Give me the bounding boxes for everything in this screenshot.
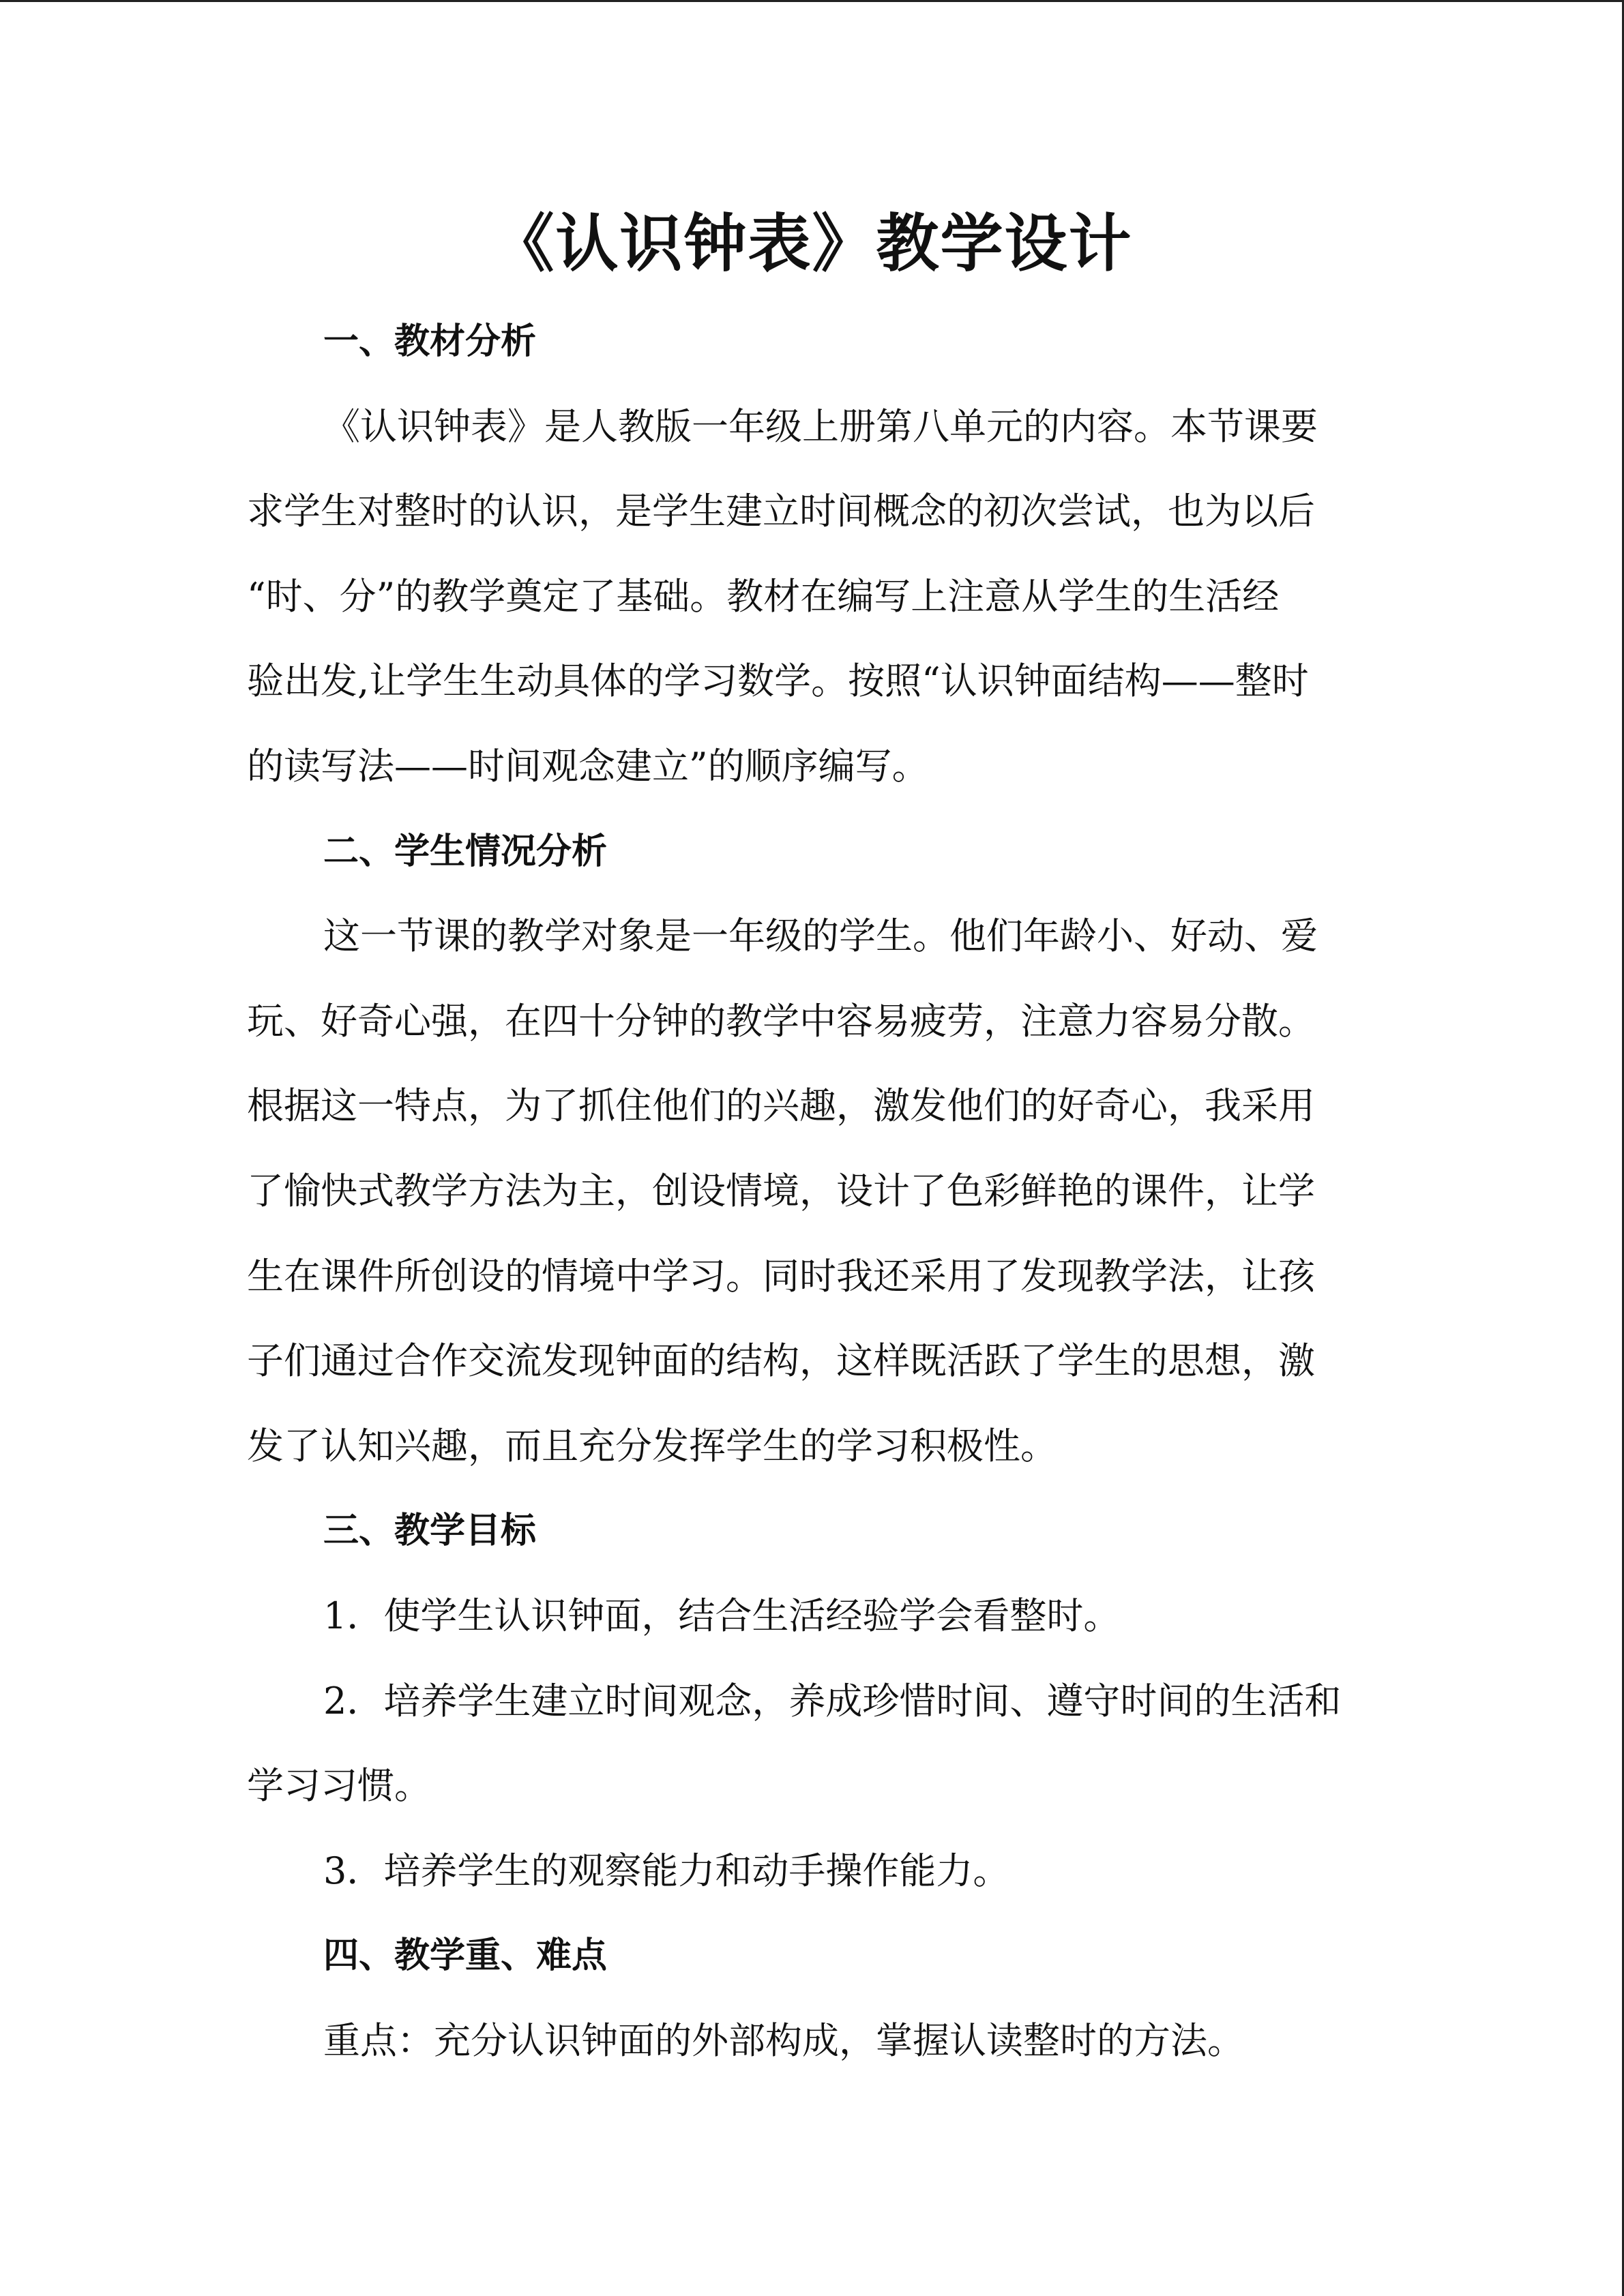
paragraph-line: 《认识钟表》是人教版一年级上册第八单元的内容。本节课要 xyxy=(323,404,1318,448)
paragraph-line: 的读写法——时间观念建立”的顺序编写。 xyxy=(247,744,929,788)
paragraph-line: 这一节课的教学对象是一年级的学生。他们年龄小、好动、爱 xyxy=(323,914,1318,958)
document-body xyxy=(247,299,1365,2083)
paragraph-line: 3．培养学生的观察能力和动手操作能力。 xyxy=(323,1849,1010,1892)
document-title: 《认识钟表》教学设计 xyxy=(491,207,1133,280)
paragraph-line: 生在课件所创设的情境中学习。同时我还采用了发现教学法，让孩 xyxy=(247,1254,1315,1298)
paragraph-line: “时、分”的教学奠定了基础。教材在编写上注意从学生的生活经 xyxy=(247,574,1280,618)
paragraph-line: 玩、好奇心强，在四十分钟的教学中容易疲劳，注意力容易分散。 xyxy=(247,999,1315,1043)
paragraph-line: 发了认知兴趣，而且充分发挥学生的学习积极性。 xyxy=(247,1424,1057,1467)
paragraph-line: 验出发,让学生生动具体的学习数学。按照“认识钟面结构——整时 xyxy=(247,659,1309,703)
paragraph-line: 根据这一特点，为了抓住他们的兴趣，激发他们的好奇心，我采用 xyxy=(247,1084,1315,1128)
paragraph-line: 2．培养学生建立时间观念，养成珍惜时间、遵守时间的生活和 xyxy=(323,1679,1342,1723)
section-heading: 一、教材分析 xyxy=(323,321,537,362)
section-heading: 四、教学重、难点 xyxy=(323,1935,608,1977)
paragraph-line: 学习习惯。 xyxy=(247,1764,431,1808)
section-heading: 三、教学目标 xyxy=(323,1510,537,1552)
paragraph-line: 求学生对整时的认识，是学生建立时间概念的初次尝试，也为以后 xyxy=(247,490,1315,533)
paragraph-line: 了愉快式教学方法为主，创设情境，设计了色彩鲜艳的课件，让学 xyxy=(247,1169,1315,1212)
paragraph-line: 重点：充分认识钟面的外部构成，掌握认读整时的方法。 xyxy=(323,2018,1244,2062)
paragraph-line: 子们通过合作交流发现钟面的结构，这样既活跃了学生的思想，激 xyxy=(247,1339,1315,1383)
section-heading: 二、学生情况分析 xyxy=(323,831,608,872)
paragraph-line: 1．使学生认识钟面，结合生活经验学会看整时。 xyxy=(323,1594,1121,1637)
